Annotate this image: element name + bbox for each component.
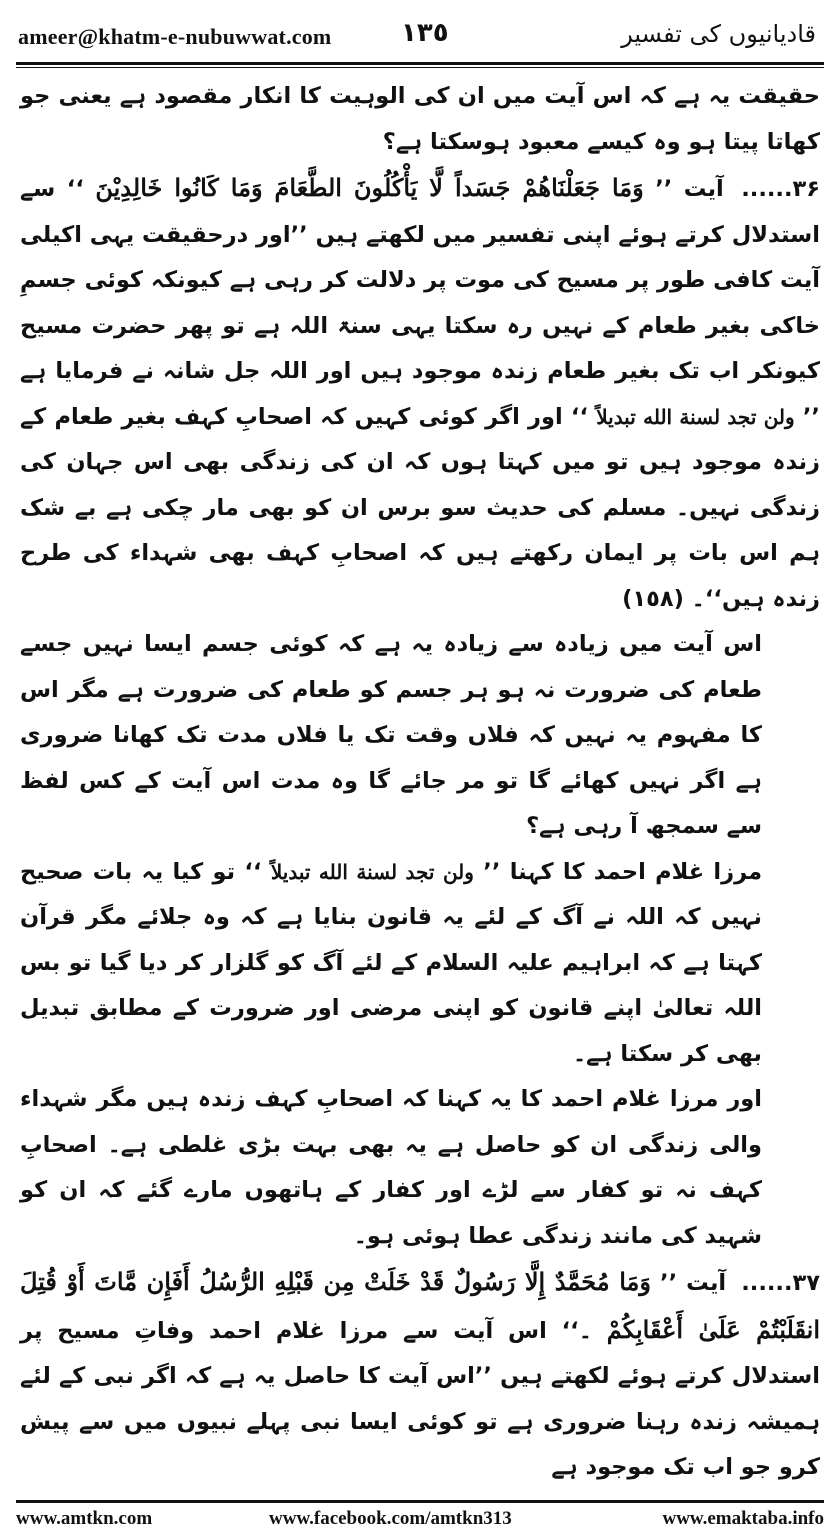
item-number-36: ۳۶...... bbox=[741, 176, 820, 202]
paragraph-2 bbox=[20, 165, 820, 622]
paragraph-4-text-b: ‘‘ تو کیا یہ بات صحیح نہیں کہ اللہ نے آگ کے لئے یہ قانون بنایا ہے کہ وہ جلائے مگر قرآن کہتا ہے کہ ابراہیم علیہ السلام کے لئے آگ کو گلزار کر دیا گیا تو بس اللہ تعالیٰ اپنے قانون کو اپنی مرضی اور ضرورت کے مطابق تبدیل بھی کر سکتا ہے۔ bbox=[20, 858, 762, 1067]
header-email: ameer@khatm-e-nubuwwat.com bbox=[18, 24, 332, 49]
footer-link-amtkn[interactable]: www.amtkn.com bbox=[16, 1508, 153, 1529]
arabic-quote: ولن تجد لسنة الله تبديلاً bbox=[596, 404, 795, 429]
page-header bbox=[18, 18, 822, 58]
header-divider-thin bbox=[16, 67, 824, 68]
footer-link-emaktaba[interactable]: www.emaktaba.info bbox=[662, 1508, 824, 1529]
footer-divider bbox=[16, 1500, 824, 1503]
header-divider-thick bbox=[16, 62, 824, 65]
page-body bbox=[20, 74, 820, 1491]
paragraph-6 bbox=[20, 1259, 820, 1491]
page-footer bbox=[16, 1508, 824, 1534]
arabic-quote-2: ولن تجد لسنة الله تبديلاً bbox=[270, 859, 474, 884]
aayat-label: آیت ’’ bbox=[655, 176, 724, 202]
paragraph-4 bbox=[20, 850, 820, 1078]
paragraph-2-text-a: ‘‘ سے استدلال کرتے ہوئے اپنی تفسیر میں لکھتے ہیں ’’اور درحقیقت یہی اکیلی آیت کافی طور پر مسیح کی موت پر دلالت کر رہی ہے کیونکہ کوئی جسمِ خاکی بغیر طعام کے نہیں رہ سکتا یہی سنۃ اللہ ہے تو پھر حضرت مسیح کیونکر اب تک بغیر طعام زندہ موجود ہیں اور اللہ جل شانہ نے فرمایا ہے ’’ bbox=[20, 176, 820, 430]
paragraph-1: حقیقت یہ ہے کہ اس آیت میں ان کی الوہیت کا انکار مقصود ہے یعنی جو کھاتا پیتا ہو وہ کیسے معبود ہوسکتا ہے؟ bbox=[20, 83, 820, 155]
paragraph-4-text-a: مرزا غلام احمد کا کہنا ’’ bbox=[483, 858, 763, 885]
page-number: ١٣٥ bbox=[401, 18, 449, 48]
paragraph-6-text: ۔‘‘ اس آیت سے مرزا غلام احمد وفاتِ مسیح پر استدلال کرتے ہوئے لکھتے ہیں ’’اس آیت کا حاصل یہ ہے کہ اگر نبی کے لئے ہمیشہ زندہ رہنا ضروری ہے تو کوئی ایسا نبی پہلے نبیوں میں سے پیش کرو جو اب تک موجود ہے bbox=[20, 1317, 820, 1480]
quran-verse-36: وَمَا جَعَلْنَاهُمْ جَسَداً لَّا يَأْكُلُونَ الطَّعَامَ وَمَا كَانُوا خَالِدِيْنَ bbox=[95, 173, 644, 202]
book-title: قادیانیوں کی تفسیر bbox=[621, 20, 816, 48]
item-number-37: ۳۷...... bbox=[741, 1270, 820, 1296]
aayat-label-2: آیت ’’ bbox=[660, 1270, 727, 1296]
paragraph-2-text-b: ‘‘ اور اگر کوئی کہیں کہ اصحابِ کہف بغیر طعام کے زندہ موجود ہیں تو میں کہتا ہوں کہ ان کی زندگی بھی اس جہان کی زندگی نہیں۔ مسلم کی حدیث سو برس ان کو بھی مار چکی ہے بے شک ہم اس بات پر ایمان رکھتے ہیں کہ اصحابِ کہف بھی شہداء کی طرح زندہ ہیں‘‘۔ (١٥٨) bbox=[20, 403, 820, 612]
paragraph-3: اس آیت میں زیادہ سے زیادہ یہ ہے کہ کوئی جسم ایسا نہیں جسے طعام کی ضرورت نہ ہو ہر جسم کو طعام کی ضرورت ہے مگر اس کا مفہوم یہ نہیں کہ فلاں وقت تک یا فلاں مدت تک کھانا ضروری ہے اگر نہیں کھائے گا تو مر جائے گا وہ مدت اس آیت کے کس لفظ سے سمجھ آ رہی ہے؟ bbox=[20, 631, 762, 839]
quran-verse-37: وَمَا مُحَمَّدٌ إِلَّا رَسُولٌ قَدْ خَلَتْ مِن قَبْلِهِ الرُّسُلُ أَفَإِن مَّاتَ أَوْ قُتِلَ انقَلَبْتُمْ عَلَىٰ أَعْقَابِكُمْ bbox=[20, 1267, 820, 1344]
footer-link-facebook[interactable]: www.facebook.com/amtkn313 bbox=[269, 1508, 512, 1529]
paragraph-5: اور مرزا غلام احمد کا یہ کہنا کہ اصحابِ کہف زندہ ہیں مگر شہداء والی زندگی ان کو حاصل ہے یہ بھی بہت بڑی غلطی ہے۔ اصحابِ کہف نہ تو کفار سے لڑے اور کفار کے ہاتھوں مارے گئے کہ ان کو شہید کی مانند زندگی عطا ہوئی ہو۔ bbox=[20, 1086, 762, 1249]
